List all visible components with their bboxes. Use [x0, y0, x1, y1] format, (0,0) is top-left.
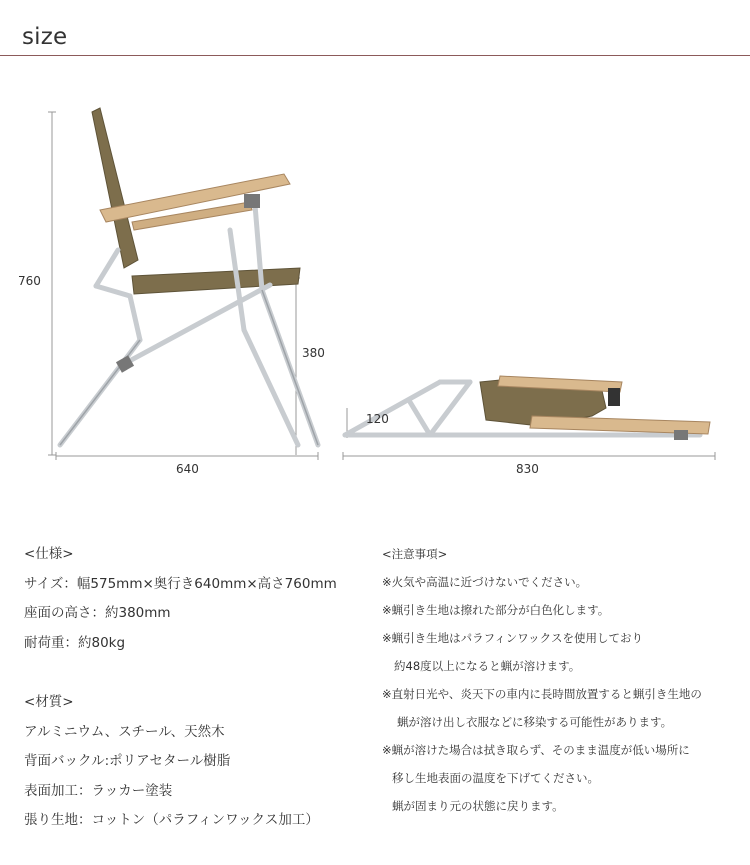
- material-frame: アルミニウム、スチール、天然木: [24, 723, 225, 740]
- armrest-hinge: [244, 194, 260, 208]
- spec-section: [24, 540, 369, 836]
- header-divider: [0, 55, 750, 56]
- spec-heading: <仕様>: [24, 546, 74, 562]
- spec-load: 耐荷重：約80kg: [24, 634, 126, 651]
- chair-folded-view: [345, 376, 710, 440]
- notes-heading: <注意事項>: [382, 547, 448, 561]
- material-fabric: 張り生地：コットン（パラフィンワックス加工）: [24, 812, 319, 828]
- note-line: 蝋が固まり元の状態に戻ります。: [392, 799, 564, 813]
- spec-seat-height: 座面の高さ：約380mm: [24, 605, 171, 621]
- materials-heading: <材質>: [24, 694, 74, 710]
- product-dimension-figure: [0, 90, 750, 500]
- chair-illustration: [0, 90, 750, 500]
- note-line: ※直射日光や、炎天下の車内に長時間放置すると蝋引き生地の: [382, 687, 702, 701]
- material-finish: 表面加工：ラッカー塗装: [24, 782, 173, 799]
- height-dimension-label: 760: [18, 274, 41, 288]
- folded-buckle: [608, 388, 620, 406]
- note-line: ※火気や高温に近づけないでください。: [382, 575, 588, 589]
- folded-length-dimension-label: 830: [516, 462, 539, 476]
- note-line: ※蝋が溶けた場合は拭き取らず、そのまま温度が低い場所に: [382, 743, 690, 757]
- seat-fabric: [132, 268, 300, 294]
- note-line: 蝋が溶け出し衣服などに移染する可能性があります。: [397, 715, 673, 729]
- seat-height-dimension-label: 380: [302, 346, 325, 360]
- note-line: ※蝋引き生地はパラフィンワックスを使用しており: [382, 631, 644, 645]
- material-buckle: 背面バックル:ポリアセタール樹脂: [24, 753, 231, 769]
- spec-size: サイズ：幅575mm×奥行き640mm×高さ760mm: [24, 575, 337, 592]
- page-title: size: [22, 24, 68, 50]
- note-line: 約48度以上になると蝋が溶けます。: [394, 659, 581, 673]
- backrest-fabric: [92, 108, 138, 268]
- chair-side-view: [60, 108, 318, 445]
- notes-section: [382, 540, 742, 820]
- note-line: 移し生地表面の温度を下げてください。: [392, 771, 599, 785]
- depth-dimension-label: 640: [176, 462, 199, 476]
- note-line: ※蝋引き生地は擦れた部分が白色化します。: [382, 603, 610, 617]
- folded-height-dimension-label: 120: [366, 412, 389, 426]
